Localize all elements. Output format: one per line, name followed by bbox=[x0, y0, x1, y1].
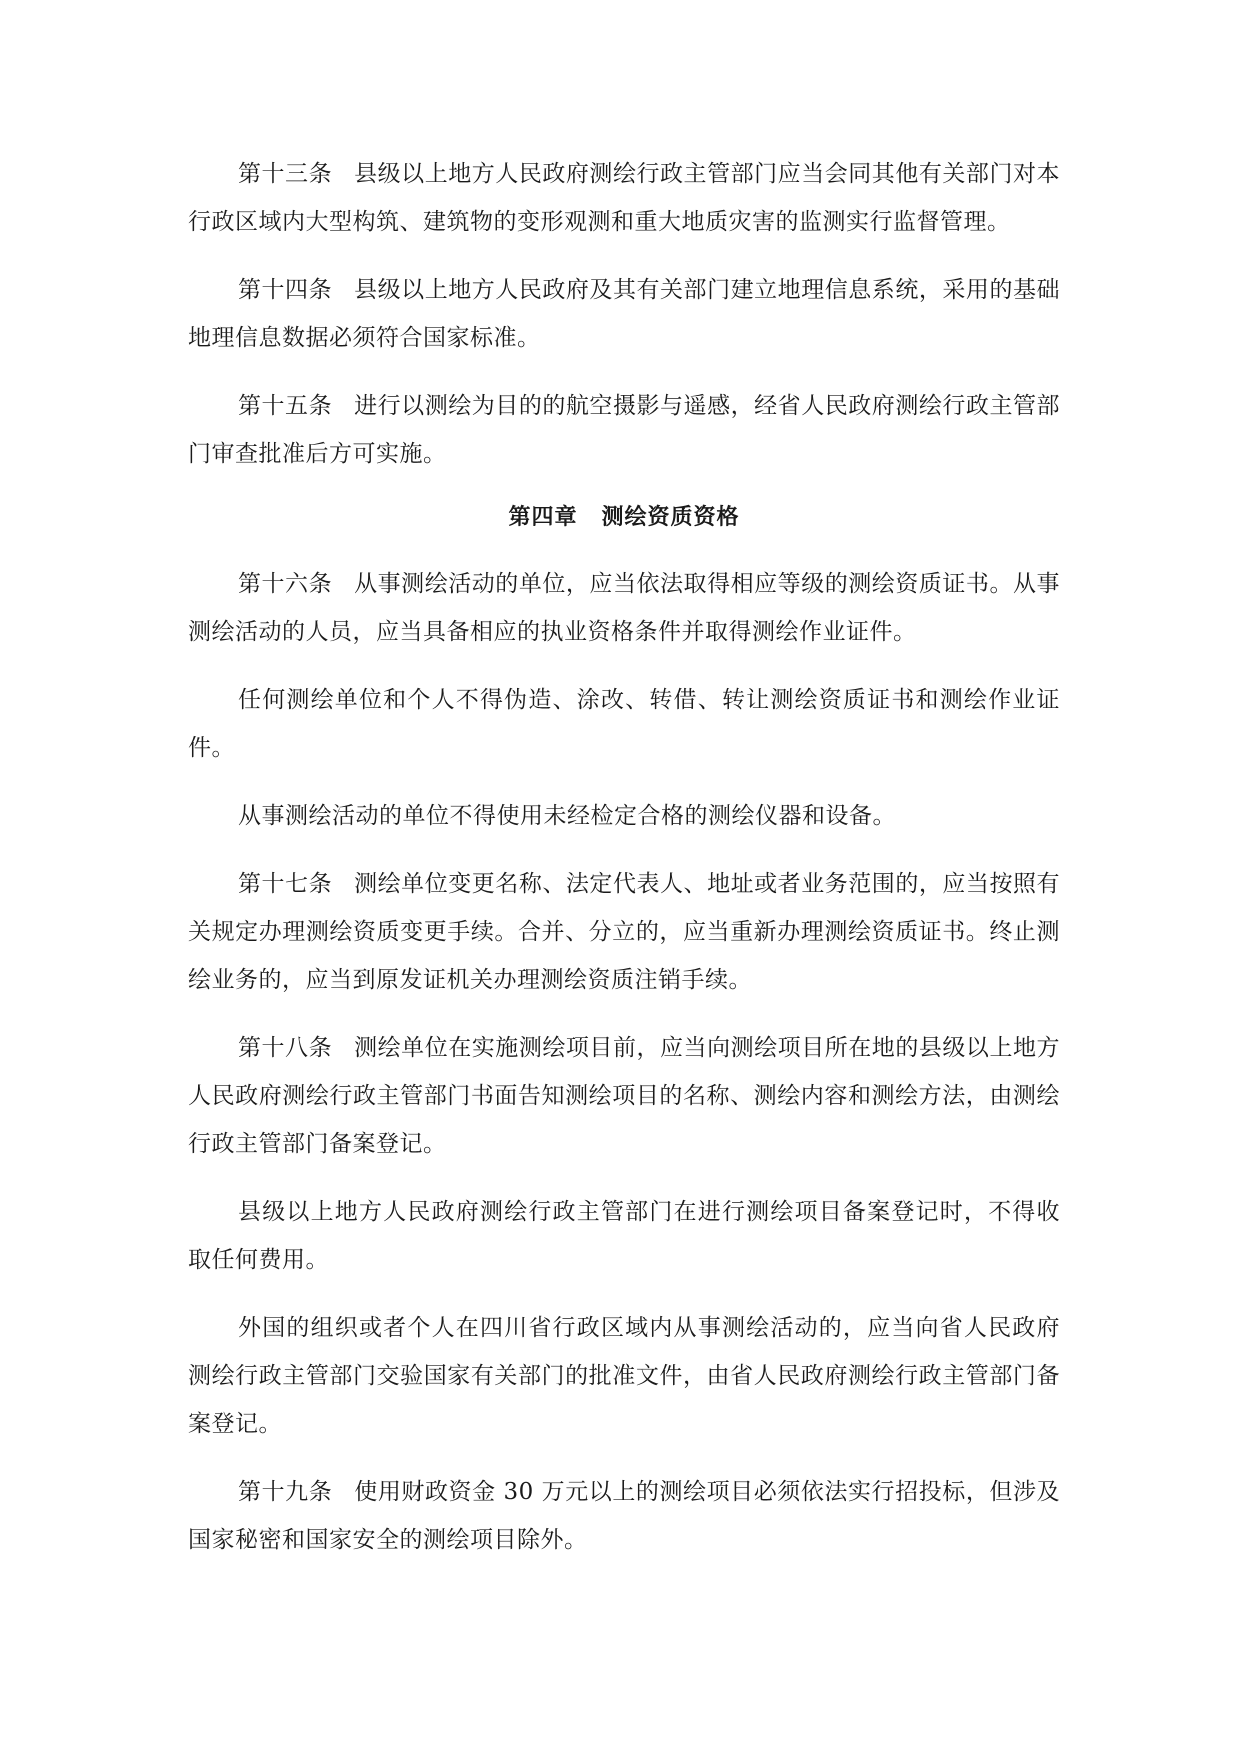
article-16 bbox=[188, 560, 1060, 656]
article-number: 第十五条 bbox=[238, 393, 333, 419]
article-text: 县级以上地方人民政府及其有关部门建立地理信息系统，采用的基础地理信息数据必须符合国家标准。 bbox=[188, 277, 1061, 351]
paragraph-no-fees bbox=[188, 1188, 1060, 1284]
paragraph-text: 县级以上地方人民政府测绘行政主管部门在进行测绘项目备案登记时，不得收取任何费用。 bbox=[188, 1199, 1060, 1273]
article-text: 使用财政资金 30 万元以上的测绘项目必须依法实行招投标，但涉及国家秘密和国家安全的测绘项目除外。 bbox=[188, 1479, 1061, 1553]
paragraph-text: 从事测绘活动的单位不得使用未经检定合格的测绘仪器和设备。 bbox=[238, 803, 896, 829]
article-13 bbox=[188, 150, 1060, 246]
article-number: 第十七条 bbox=[238, 871, 333, 897]
article-number: 第十四条 bbox=[238, 277, 333, 303]
article-19 bbox=[188, 1468, 1060, 1564]
paragraph-forgery-prohibition bbox=[188, 676, 1060, 772]
article-17 bbox=[188, 860, 1060, 1004]
article-text: 进行以测绘为目的的航空摄影与遥感，经省人民政府测绘行政主管部门审查批准后方可实施。 bbox=[188, 393, 1061, 467]
article-text: 县级以上地方人民政府测绘行政主管部门应当会同其他有关部门对本行政区域内大型构筑、建筑物的变形观测和重大地质灾害的监测实行监督管理。 bbox=[188, 161, 1061, 235]
article-14 bbox=[188, 266, 1060, 362]
article-number: 第十八条 bbox=[238, 1035, 333, 1061]
paragraph-text: 外国的组织或者个人在四川省行政区域内从事测绘活动的，应当向省人民政府测绘行政主管部门交验国家有关部门的批准文件，由省人民政府测绘行政主管部门备案登记。 bbox=[188, 1315, 1060, 1437]
article-number: 第十九条 bbox=[238, 1479, 333, 1505]
chapter-number: 第四章 bbox=[508, 505, 578, 530]
paragraph-foreign-organizations bbox=[188, 1304, 1060, 1448]
article-text: 测绘单位在实施测绘项目前，应当向测绘项目所在地的县级以上地方人民政府测绘行政主管部门书面告知测绘项目的名称、测绘内容和测绘方法，由测绘行政主管部门备案登记。 bbox=[188, 1035, 1061, 1157]
document-page bbox=[188, 150, 1060, 1584]
article-text: 测绘单位变更名称、法定代表人、地址或者业务范围的，应当按照有关规定办理测绘资质变更手续。合并、分立的，应当重新办理测绘资质证书。终止测绘业务的，应当到原发证机关办理测绘资质注销手续。 bbox=[188, 871, 1061, 993]
chapter-heading bbox=[188, 498, 1060, 538]
paragraph-text: 任何测绘单位和个人不得伪造、涂改、转借、转让测绘资质证书和测绘作业证件。 bbox=[188, 687, 1060, 761]
article-text: 从事测绘活动的单位，应当依法取得相应等级的测绘资质证书。从事测绘活动的人员，应当具备相应的执业资格条件并取得测绘作业证件。 bbox=[188, 571, 1061, 645]
article-number: 第十三条 bbox=[238, 161, 333, 187]
chapter-title: 测绘资质资格 bbox=[601, 505, 740, 530]
article-18 bbox=[188, 1024, 1060, 1168]
article-number: 第十六条 bbox=[238, 571, 333, 597]
article-15 bbox=[188, 382, 1060, 478]
paragraph-instrument-calibration bbox=[188, 792, 1060, 840]
